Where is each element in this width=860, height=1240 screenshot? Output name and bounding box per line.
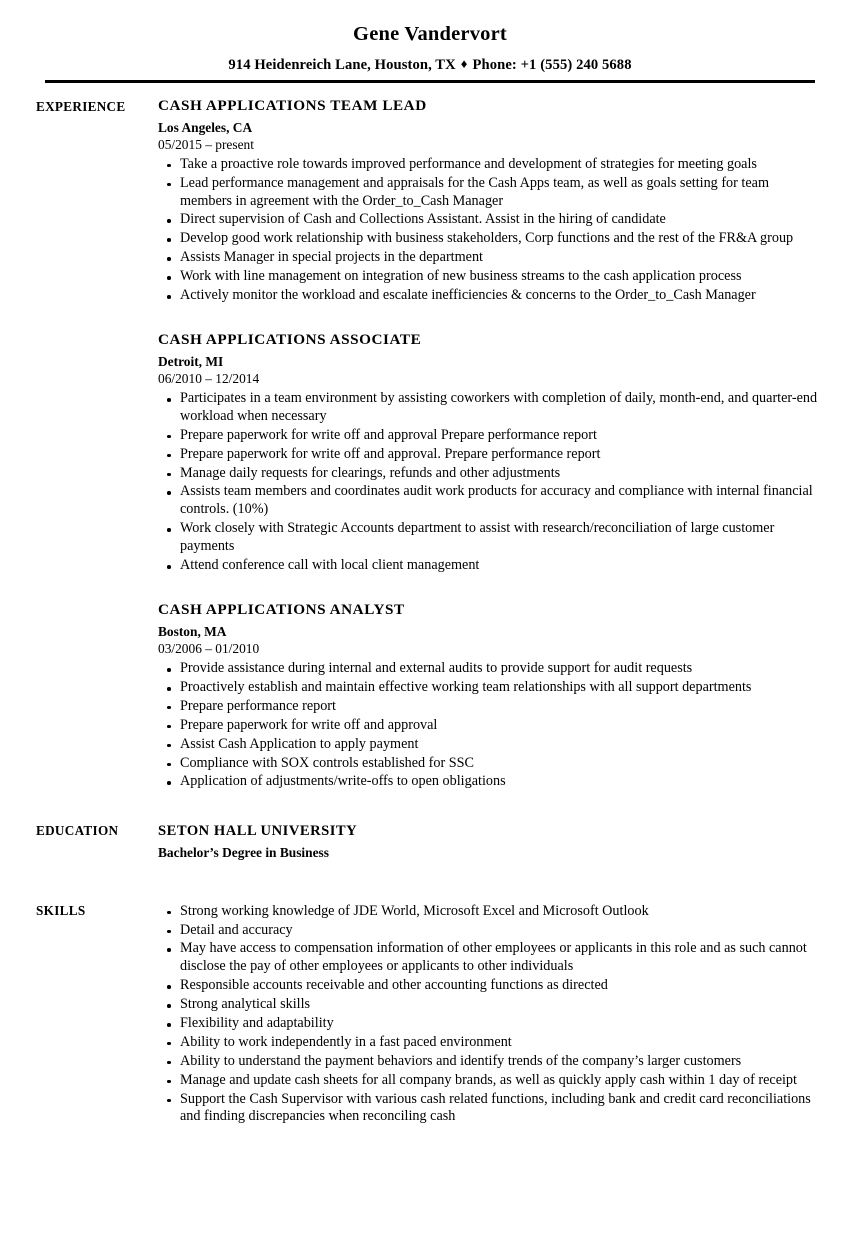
job-entry xyxy=(158,600,820,791)
list-item: Prepare paperwork for write off and approval. Prepare performance report xyxy=(158,446,820,464)
experience-body xyxy=(158,96,860,792)
education-body xyxy=(158,822,860,860)
list-item: Attend conference call with local client management xyxy=(158,557,820,575)
contact-phone: Phone: +1 (555) 240 5688 xyxy=(472,56,632,73)
list-item: Work closely with Strategic Accounts department to assist with research/reconciliation of large customer payments xyxy=(158,520,820,556)
skills-label-column xyxy=(0,902,158,918)
list-item: Assists Manager in special projects in the department xyxy=(158,249,820,267)
list-item: Application of adjustments/write-offs to open obligations xyxy=(158,773,820,791)
section-label-experience: EXPERIENCE xyxy=(36,98,126,114)
list-item: Participates in a team environment by assisting coworkers with completion of daily, month-end, and quarter-end workload when necessary xyxy=(158,390,820,426)
contact-line xyxy=(0,57,860,74)
contact-address: 914 Heidenreich Lane, Houston, TX xyxy=(228,56,456,73)
resume-header xyxy=(0,0,860,83)
list-item: Actively monitor the workload and escalate inefficiencies & concerns to the Order_to_Cash Manager xyxy=(158,287,820,305)
header-divider xyxy=(45,80,815,83)
list-item: Detail and accuracy xyxy=(158,922,820,940)
list-item: Assist Cash Application to apply payment xyxy=(158,736,820,754)
list-item: Ability to understand the payment behaviors and identify trends of the company’s larger customers xyxy=(158,1053,820,1071)
diamond-separator-icon: ♦ xyxy=(460,55,468,71)
experience-section xyxy=(0,96,860,792)
list-item: Provide assistance during internal and external audits to provide support for audit requests xyxy=(158,660,820,678)
job-dates: 05/2015 – present xyxy=(158,136,254,152)
list-item: Flexibility and adaptability xyxy=(158,1015,820,1033)
job-dates: 06/2010 – 12/2014 xyxy=(158,370,260,386)
list-item: Prepare performance report xyxy=(158,698,820,716)
skills-body xyxy=(158,902,860,1127)
experience-label-column xyxy=(0,96,158,112)
list-item: Take a proactive role towards improved performance and development of strategies for meeting goals xyxy=(158,156,820,174)
list-item: Develop good work relationship with business stakeholders, Corp functions and the rest of the FR&A group xyxy=(158,230,820,248)
list-item: Manage and update cash sheets for all company brands, as well as quickly apply cash within 1 day of receipt xyxy=(158,1072,820,1090)
job-bullet-list xyxy=(158,390,820,575)
list-item: Responsible accounts receivable and other accounting functions as directed xyxy=(158,977,820,995)
list-item: Assists team members and coordinates audit work products for accuracy and compliance with internal financial controls. (10%) xyxy=(158,483,820,519)
section-label-skills: SKILLS xyxy=(36,902,86,918)
list-item: Support the Cash Supervisor with various cash related functions, including bank and credit card reconciliations and finding discrepancies when reconciling cash xyxy=(158,1091,820,1127)
job-entry xyxy=(158,330,820,575)
list-item: Strong analytical skills xyxy=(158,996,820,1014)
list-item: Prepare paperwork for write off and approval xyxy=(158,717,820,735)
skills-section xyxy=(0,902,860,1127)
skills-bullet-list xyxy=(158,903,820,1127)
job-location: Detroit, MI xyxy=(158,353,224,369)
list-item: May have access to compensation information of other employees or applicants in this role and as such cannot disclose the pay of other employees or applicants to other individuals xyxy=(158,940,820,976)
list-item: Proactively establish and maintain effective working team relationships with all support departments xyxy=(158,679,820,697)
job-title: CASH APPLICATIONS TEAM LEAD xyxy=(158,96,427,114)
job-title: CASH APPLICATIONS ASSOCIATE xyxy=(158,330,422,348)
education-degree: Bachelor’s Degree in Business xyxy=(158,844,329,860)
list-item: Prepare paperwork for write off and approval Prepare performance report xyxy=(158,427,820,445)
list-item: Strong working knowledge of JDE World, Microsoft Excel and Microsoft Outlook xyxy=(158,903,820,921)
job-title: CASH APPLICATIONS ANALYST xyxy=(158,600,405,618)
job-location: Boston, MA xyxy=(158,623,227,639)
education-label-column xyxy=(0,822,158,838)
job-location: Los Angeles, CA xyxy=(158,119,253,135)
job-bullet-list xyxy=(158,660,820,791)
education-section xyxy=(0,822,860,860)
list-item: Work with line management on integration of new business streams to the cash application process xyxy=(158,268,820,286)
section-label-education: EDUCATION xyxy=(36,823,119,839)
list-item: Compliance with SOX controls established for SSC xyxy=(158,755,820,773)
list-item: Ability to work independently in a fast paced environment xyxy=(158,1034,820,1052)
education-school: SETON HALL UNIVERSITY xyxy=(158,823,358,840)
job-dates: 03/2006 – 01/2010 xyxy=(158,641,260,657)
job-bullet-list xyxy=(158,156,820,305)
list-item: Manage daily requests for clearings, refunds and other adjustments xyxy=(158,465,820,483)
job-entry xyxy=(158,96,820,305)
candidate-name: Gene Vandervort xyxy=(353,23,507,45)
list-item: Lead performance management and appraisals for the Cash Apps team, as well as goals setting for team members in agreement with the Order_to_Cash Manager xyxy=(158,175,820,211)
list-item: Direct supervision of Cash and Collections Assistant. Assist in the hiring of candidate xyxy=(158,211,820,229)
